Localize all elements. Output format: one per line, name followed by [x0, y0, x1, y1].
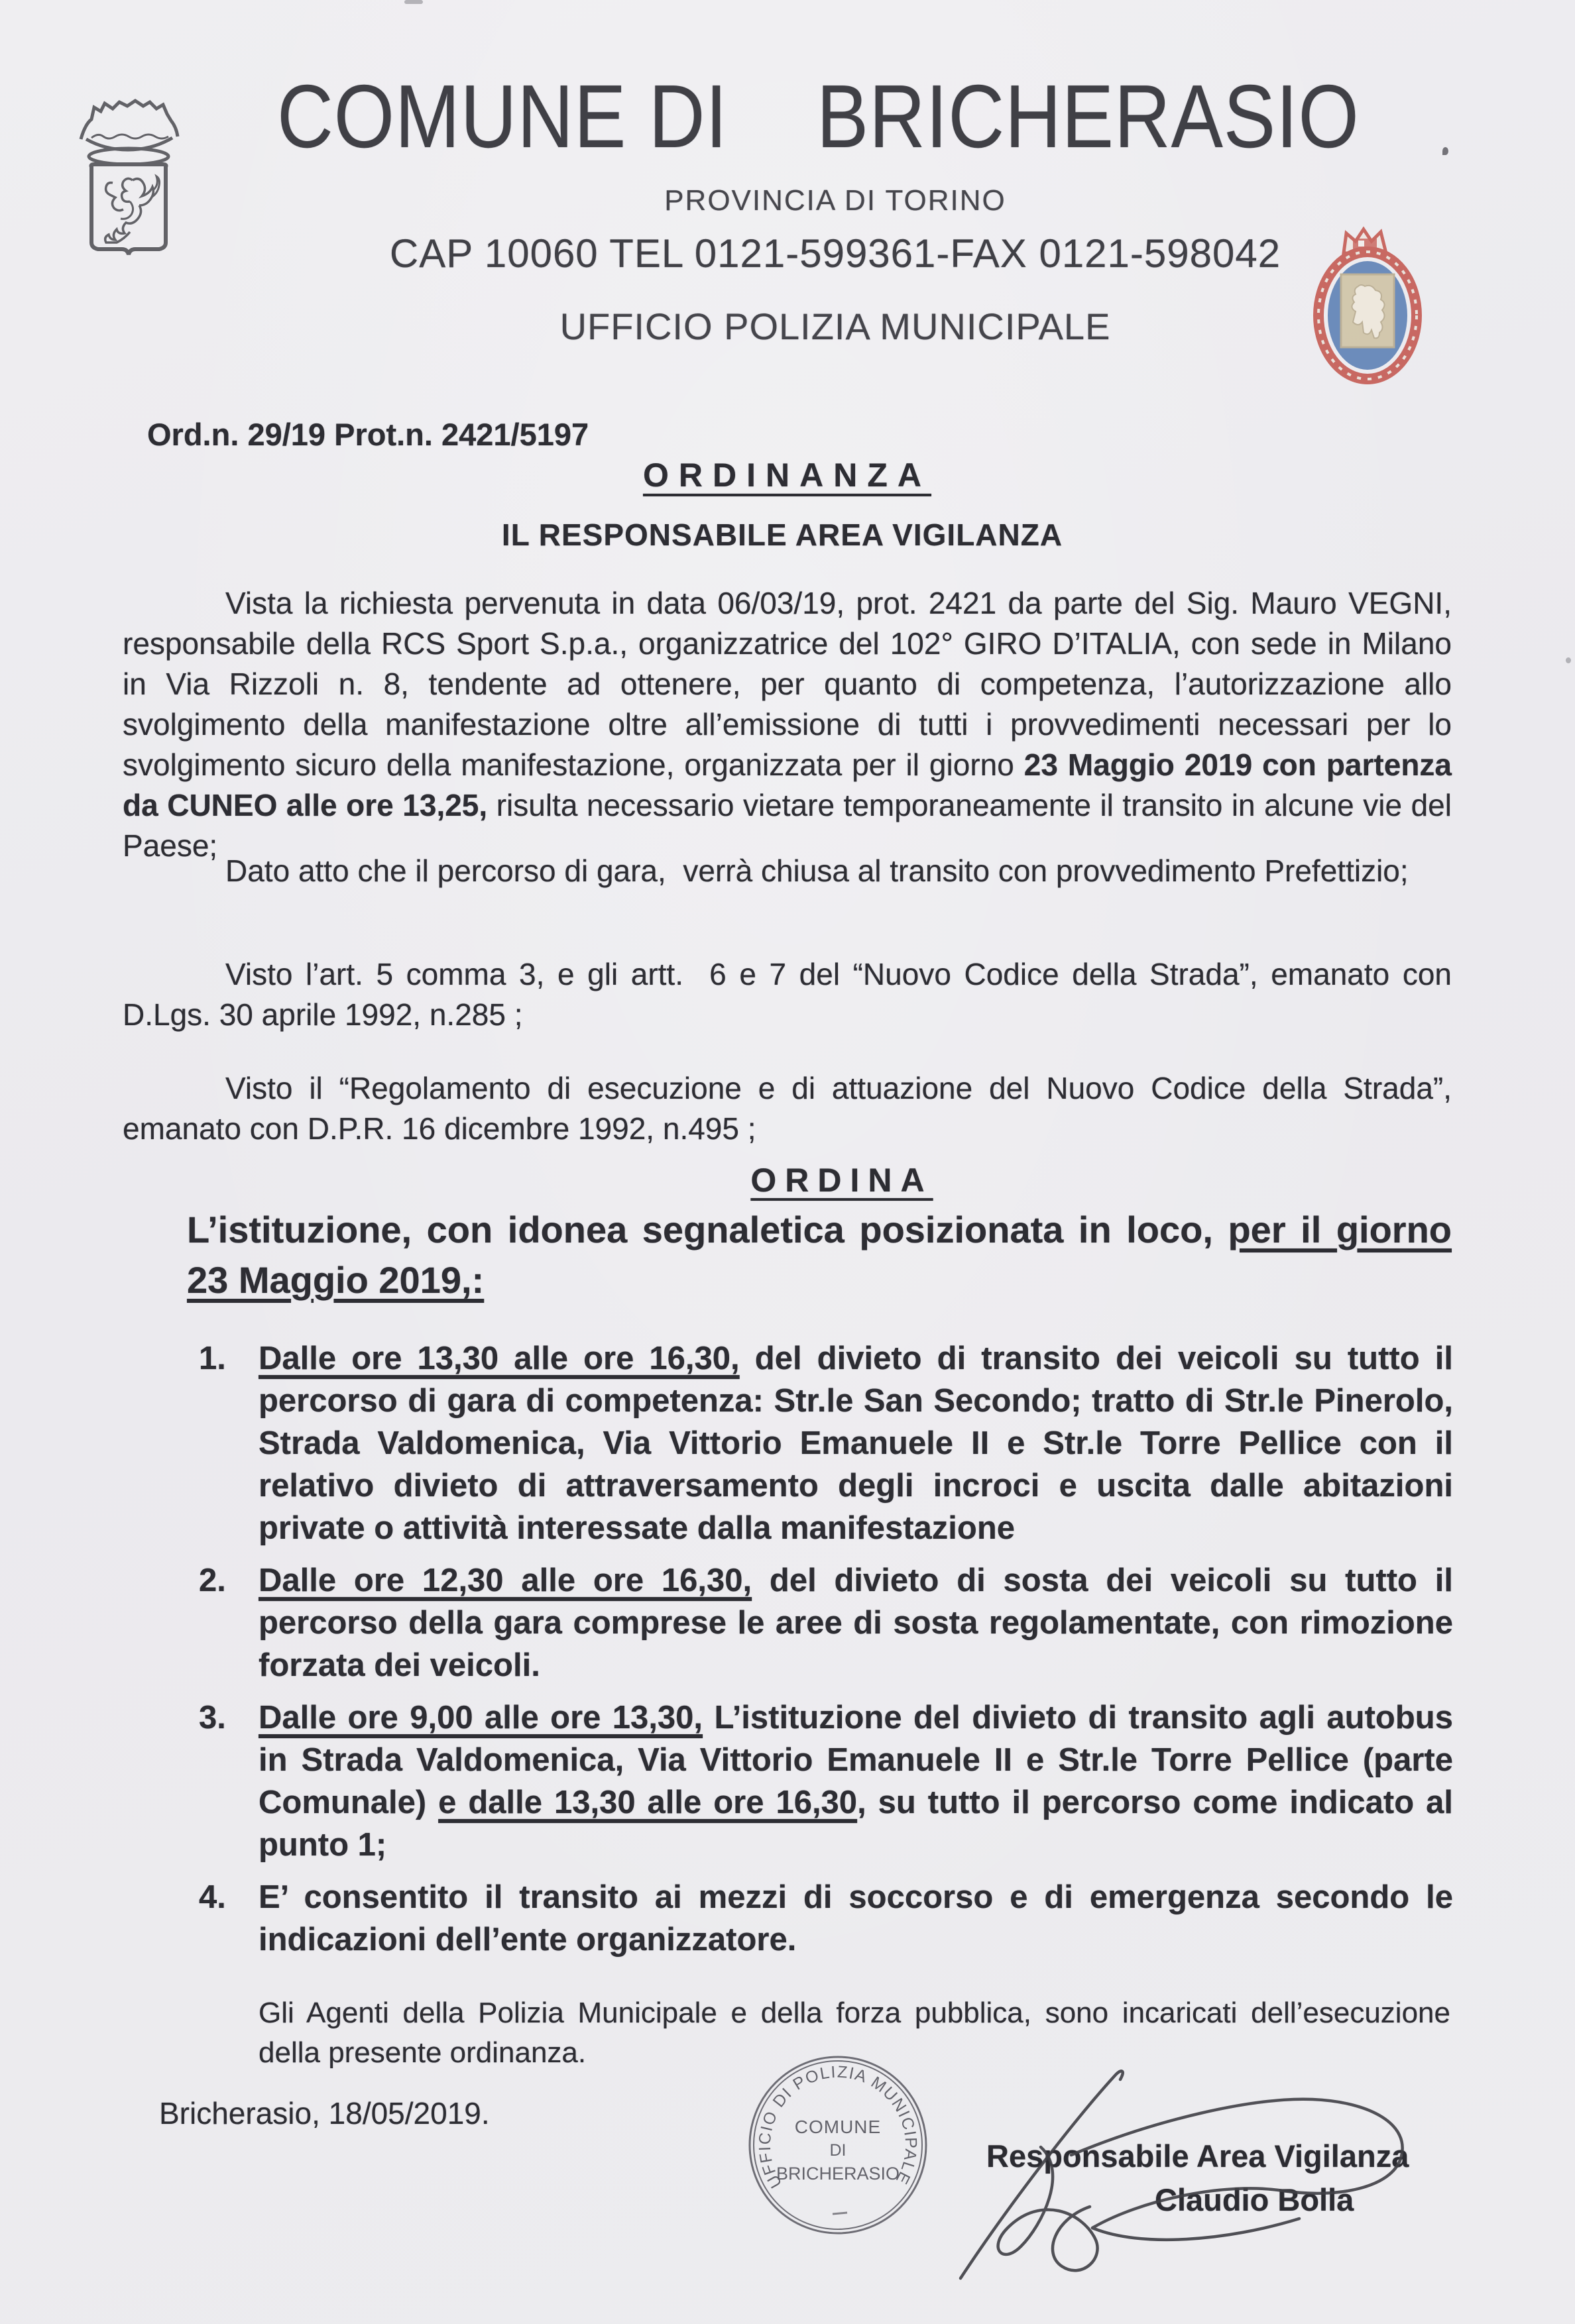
text-segment: Visto l’art. 5 comma 3, e gli artt. 6 e 7 del “Nuovo Codice della Strada”, emanato con D.Lgs. 30 aprile 1992, n.285 ; [123, 957, 1452, 1032]
round-office-stamp-icon [748, 2055, 928, 2235]
ordinance-reference: Ord.n. 29/19 Prot.n. 2421/5197 [147, 417, 589, 452]
order-item-text [259, 1559, 1453, 1687]
order-item-text [259, 1876, 1453, 1961]
document-title: ORDINANZA [643, 457, 931, 494]
order-item-number: 3. [199, 1700, 226, 1736]
municipality-name: COMUNE DI BRICHERASIO [277, 66, 1360, 166]
order-items-list [199, 1337, 1453, 1971]
order-item-number: 1. [199, 1341, 226, 1376]
premise-paragraph [123, 851, 1452, 891]
issuer-title: IL RESPONSABILE AREA VIGILANZA [501, 518, 1063, 552]
province-line: PROVINCIA DI TORINO [664, 184, 1006, 217]
signatory-role: Responsabile Area Vigilanza [986, 2138, 1409, 2174]
text-segment: del divieto di sosta dei veicoli su tutto il percorso della gara comprese le aree di sosta regolamentate, con rimozione forzata dei veicoli. [259, 1563, 1454, 1683]
order-item [199, 1337, 1453, 1549]
premise-paragraph [123, 583, 1452, 866]
text-segment: Vista la richiesta pervenuta in data 06/03/19, prot. 2421 da parte del Sig. Mauro VEGNI, responsabile della RCS Sport S.p.a., organizzatrice del 102° GIRO D’ITALIA, con sede in Milano in Via Rizzoli n. 8, tendente ad ottenere, per quanto di competenza, l’autorizzazione allo svolgimento della manifestazione oltre all’emissione di tutti i provvedimenti necessari per lo svolgimento sicuro della manifestazione, organizzata per il giorno [123, 586, 1452, 782]
contact-line: CAP 10060 TEL 0121-599361-FAX 0121-598042 [389, 231, 1281, 276]
enforcement-note: Gli Agenti della Polizia Municipale e della forza pubblica, sono incaricati dell’esecuzione della presente ordinanza. [259, 1997, 1450, 2069]
scan-artifact-dot [1442, 147, 1448, 155]
premise-paragraph [123, 1068, 1452, 1149]
text-segment: risulta necessario vietare temporaneamente il transito in alcune vie del Paese; [123, 788, 1452, 863]
order-item-text [259, 1696, 1453, 1866]
place-and-date: Bricherasio, 18/05/2019. [159, 2096, 490, 2130]
scan-artifact-speck [1566, 657, 1571, 663]
stamp-ring-text: UFFICIO DI POLIZIA MUNICIPALE [755, 2062, 921, 2191]
text-segment: 23 Maggio 2019 con partenza da CUNEO alle ore 13,25, [123, 747, 1452, 822]
text-segment: , su tutto il percorso come indicato al punto 1; [259, 1785, 1453, 1863]
text-segment: Dalle ore 12,30 alle ore 16,30, [259, 1563, 752, 1598]
order-intro [187, 1205, 1452, 1305]
text-segment: e dalle 13,30 alle ore 16,30 [438, 1785, 858, 1820]
order-heading-row [106, 1161, 1575, 1199]
text-segment: Dalle ore 9,00 alle ore 13,30, [259, 1700, 703, 1736]
text-segment: Visto il “Regolamento di esecuzione e di attuazione del Nuovo Codice della Strada”, emanato con D.P.R. 16 dicembre 1992, n.495 ; [123, 1071, 1452, 1146]
text-segment: E’ consentito il transito ai mezzi di soccorso e di emergenza secondo le indicazioni dell’ente organizzatore. [259, 1879, 1453, 1958]
issuer-row [106, 517, 1458, 553]
order-item-number: 2. [199, 1563, 226, 1598]
order-heading: ORDINA [750, 1162, 933, 1199]
document-title-row [106, 456, 1468, 494]
scan-artifact-speck [404, 0, 423, 4]
order-item [199, 1559, 1453, 1687]
stamp-center-line3: BRICHERASIO [776, 2164, 900, 2184]
stamp-center-line2: DI [829, 2141, 846, 2160]
office-line: UFFICIO POLIZIA MUNICIPALE [559, 305, 1111, 347]
order-item-number: 4. [199, 1879, 226, 1915]
municipal-coat-of-arms-icon [72, 98, 184, 264]
text-segment: Dalle ore 13,30 alle ore 16,30, [259, 1341, 740, 1376]
text-segment: L’istituzione, con idonea segnaletica posizionata in loco, [187, 1209, 1228, 1250]
order-item [199, 1696, 1453, 1866]
text-segment: Dato atto che il percorso di gara, verrà chiusa al transito con provvedimento Prefettizio; [225, 854, 1409, 888]
premise-paragraph [123, 954, 1452, 1035]
order-item [199, 1876, 1453, 1961]
handwritten-signature-icon [941, 2041, 1472, 2293]
order-item-text [259, 1337, 1453, 1549]
stamp-center-line1: COMUNE [794, 2117, 882, 2137]
colored-crest-icon [1309, 223, 1426, 384]
signatory-name: Claudio Bolla [1155, 2182, 1354, 2217]
text-segment: del divieto di transito dei veicoli su tutto il percorso di gara di competenza: Str.le San Secondo; tratto di Str.le Pinerolo, Strada Valdomenica, Via Vittorio Emanuele II e Str.le Torre Pellice con il relativo divieto di attraversamento degli incroci e uscita dalle abitazioni private o attività interessate dalla manifestazione [259, 1341, 1453, 1546]
text-segment: per il giorno 23 Maggio 2019,: [187, 1209, 1452, 1301]
text-segment: L’istituzione del divieto di transito agli autobus in Strada Valdomenica, Via Vittorio Emanuele II e Str.le Torre Pellice (parte Comunale) [259, 1700, 1453, 1820]
